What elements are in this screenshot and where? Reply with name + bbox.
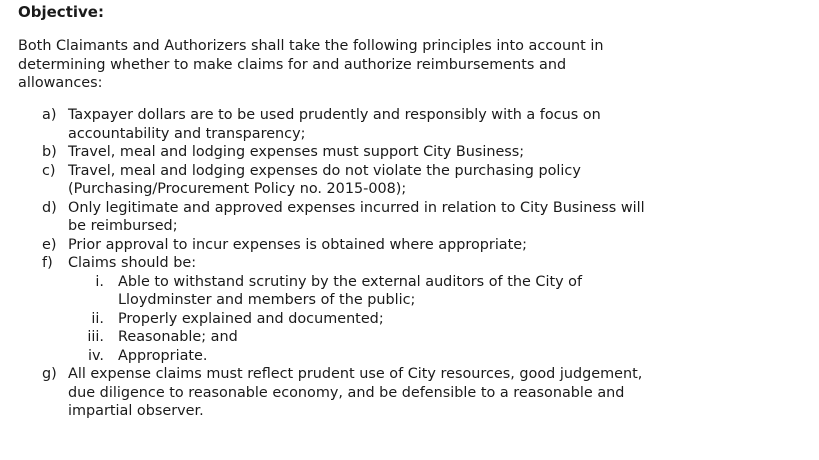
sub-item-iii [0, 328, 652, 347]
list-item-g [0, 365, 652, 421]
sub-item-i [0, 273, 652, 310]
section-heading: Objective: [18, 3, 104, 21]
sub-list-marker: ii. [91, 310, 104, 327]
sub-item-text: Properly explained and documented; [118, 310, 384, 327]
list-item-text: Claims should be: [68, 255, 197, 271]
list-marker: f) [42, 255, 53, 271]
intro-paragraph: Both Claimants and Authorizers shall take the following principles into account in determining whether to make claims for and authorize reimbursements and allowances: [18, 38, 604, 91]
list-item-text: All expense claims must reflect prudent use of City resources, good judgement, due diligence to reasonable economy, and be defensible to a reasonable and impartial observer. [68, 366, 643, 419]
list-marker: g) [42, 366, 57, 382]
sub-item-text: Able to withstand scrutiny by the external auditors of the City of Lloydminster and members of the public; [118, 273, 583, 308]
sub-item-text: Reasonable; and [118, 329, 238, 345]
list-item-c [0, 162, 652, 199]
list-item-e [0, 236, 652, 255]
list-item-text: Prior approval to incur expenses is obtained where appropriate; [68, 236, 527, 253]
principles-list [0, 106, 652, 421]
list-item-a [0, 106, 652, 143]
sub-item-text: Appropriate. [118, 347, 208, 364]
list-marker: a) [42, 107, 57, 123]
list-item-f [0, 254, 652, 273]
list-item-d [0, 199, 652, 236]
list-marker: b) [42, 144, 57, 160]
sub-list-marker: iv. [88, 347, 104, 364]
list-marker: c) [42, 162, 56, 179]
sub-list-marker: iii. [87, 329, 104, 345]
list-item-text: Only legitimate and approved expenses incurred in relation to City Business will be reimbursed; [68, 199, 645, 234]
list-item-text: Travel, meal and lodging expenses must support City Business; [68, 144, 525, 160]
list-item-text: Taxpayer dollars are to be used prudently and responsibly with a focus on accountability and transparency; [68, 107, 601, 142]
list-marker: e) [42, 236, 57, 253]
sub-list-marker: i. [95, 273, 104, 290]
list-item-b [0, 143, 652, 162]
list-marker: d) [42, 199, 57, 216]
list-item-text: Travel, meal and lodging expenses do not violate the purchasing policy (Purchasing/Procurement Policy no. 2015-008); [68, 162, 581, 197]
sub-item-ii [0, 310, 652, 329]
sub-item-iv [0, 347, 652, 366]
